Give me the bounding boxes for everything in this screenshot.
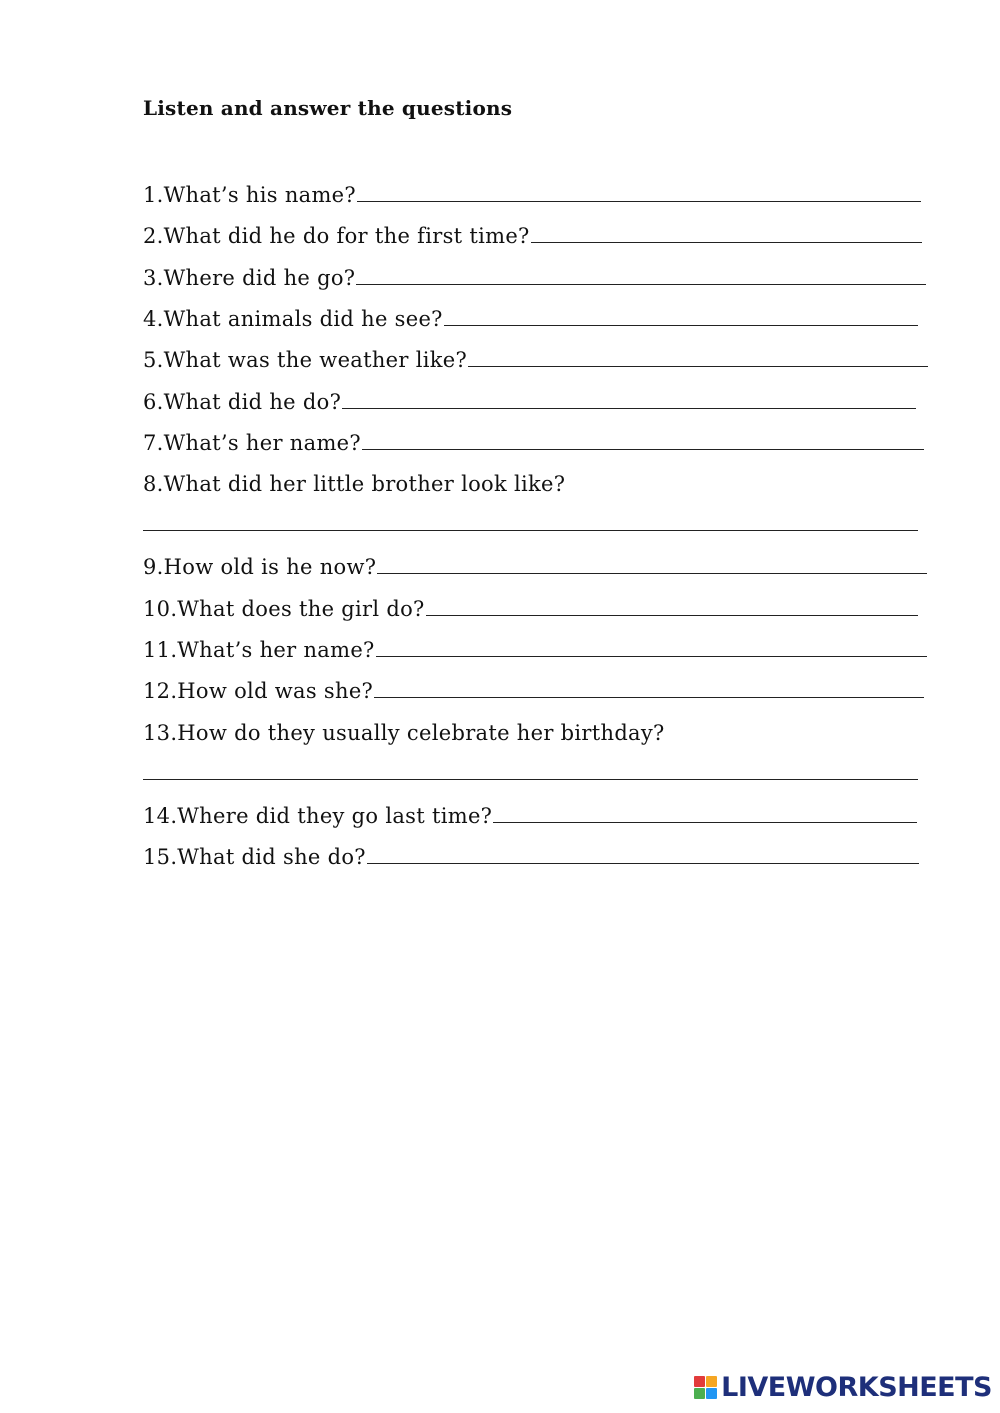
answer-blank[interactable] (342, 408, 916, 409)
question-text: 5.What was the weather like? (143, 348, 468, 372)
question-text: 11.What’s her name? (143, 638, 375, 662)
question-6 (143, 383, 916, 413)
question-15 (143, 838, 919, 868)
answer-blank[interactable] (426, 615, 918, 616)
question-text: 8.What did her little brother look like? (143, 472, 566, 496)
answer-line-8[interactable] (143, 530, 918, 531)
question-text: 3.Where did he go? (143, 266, 356, 290)
answer-blank[interactable] (362, 449, 924, 450)
liveworksheets-watermark (694, 1372, 992, 1403)
question-text: 15.What did she do? (143, 845, 366, 869)
answer-blank[interactable] (374, 697, 924, 698)
question-10 (143, 590, 918, 620)
logo-square (694, 1388, 705, 1399)
question-5 (143, 341, 928, 371)
question-7 (143, 424, 924, 454)
answer-line-13[interactable] (143, 779, 918, 780)
question-text: 14.Where did they go last time? (143, 804, 493, 828)
answer-blank[interactable] (367, 863, 919, 864)
answer-blank[interactable] (468, 366, 928, 367)
question-13 (143, 714, 918, 744)
question-8 (143, 465, 918, 495)
logo-square (706, 1376, 717, 1387)
question-text: 12.How old was she? (143, 679, 374, 703)
question-text: 7.What’s her name? (143, 431, 361, 455)
question-text: 1.What’s his name? (143, 183, 356, 207)
logo-square (694, 1376, 705, 1387)
question-text: 2.What did he do for the first time? (143, 224, 530, 248)
answer-blank[interactable] (357, 201, 921, 202)
answer-blank[interactable] (356, 284, 926, 285)
question-2 (143, 217, 922, 247)
question-11 (143, 631, 927, 661)
answer-blank[interactable] (376, 656, 927, 657)
worksheet-title: Listen and answer the questions (143, 96, 513, 120)
question-4 (143, 300, 918, 330)
question-text: 13.How do they usually celebrate her birthday? (143, 721, 665, 745)
question-12 (143, 672, 924, 702)
question-9 (143, 548, 927, 578)
answer-blank[interactable] (493, 822, 917, 823)
answer-blank[interactable] (444, 325, 918, 326)
question-1 (143, 176, 921, 206)
answer-blank[interactable] (531, 242, 922, 243)
liveworksheets-logo-icon (694, 1376, 717, 1399)
question-text: 4.What animals did he see? (143, 307, 443, 331)
answer-blank[interactable] (377, 573, 927, 574)
question-text: 10.What does the girl do? (143, 597, 425, 621)
watermark-text: LIVEWORKSHEETS (721, 1372, 992, 1403)
question-14 (143, 797, 917, 827)
question-3 (143, 259, 926, 289)
question-text: 6.What did he do? (143, 390, 342, 414)
question-text: 9.How old is he now? (143, 555, 377, 579)
logo-square (706, 1388, 717, 1399)
